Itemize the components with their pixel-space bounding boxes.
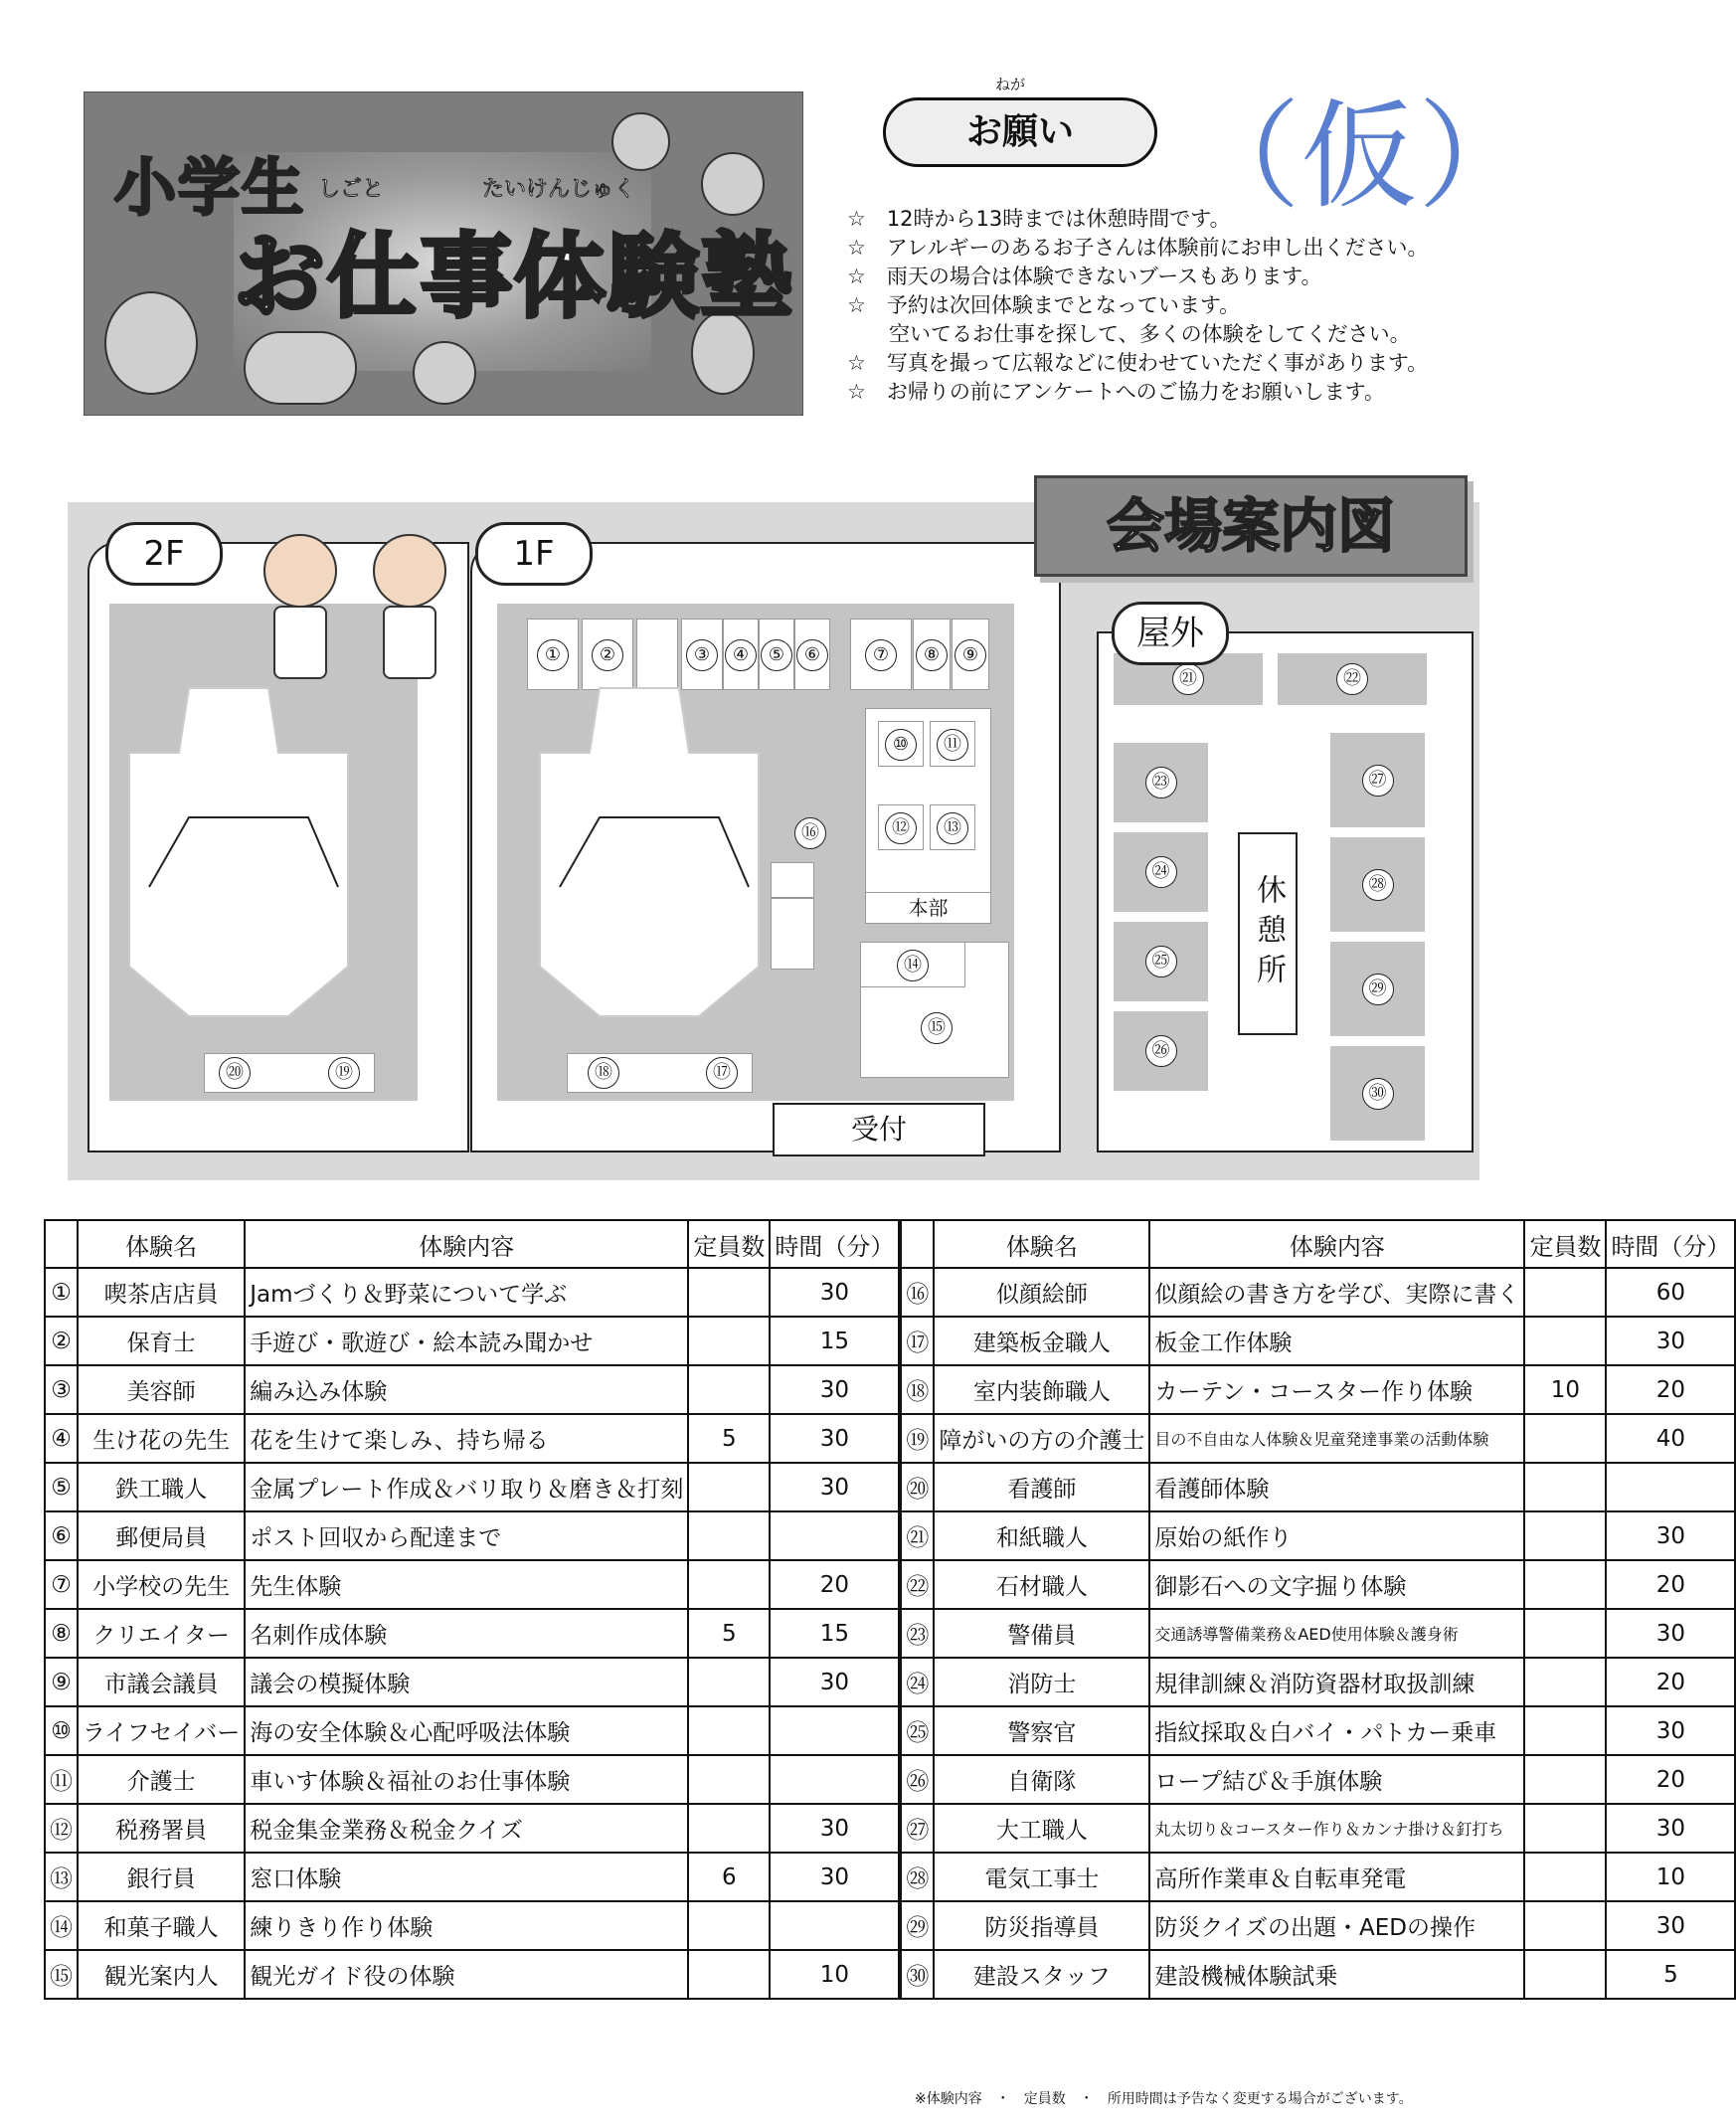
cell-time: 60: [1606, 1268, 1735, 1317]
booth-24: [1114, 832, 1208, 912]
booth-1: [527, 619, 579, 690]
cell-content: 名刺作成体験: [245, 1609, 688, 1658]
cell-time: [770, 1755, 900, 1804]
cell-num: ⑩: [45, 1706, 78, 1755]
cell-time: [1606, 1463, 1735, 1511]
booth-number: ⑫: [885, 812, 917, 844]
request-label: お願い: [965, 111, 1074, 152]
cell-name: 和菓子職人: [78, 1901, 245, 1950]
cell-content: 車いす体験＆福祉のお仕事体験: [245, 1755, 688, 1804]
oni-character-icon: [104, 291, 198, 395]
cell-content: 看護師体験: [1149, 1463, 1524, 1511]
cell-cap: [688, 1268, 770, 1317]
header-capacity: 定員数: [688, 1220, 770, 1268]
booth-20-19: [204, 1053, 375, 1093]
booth-number: ⑲: [328, 1057, 360, 1089]
note-item: ☆ 12時から13時までは休憩時間です。: [847, 207, 1231, 231]
footnote: ※体験内容 ・ 定員数 ・ 所用時間は予告なく変更する場合がございます。: [915, 2091, 1413, 2107]
cell-time: 30: [770, 1365, 900, 1414]
request-pill: [883, 76, 1157, 167]
cell-name: 消防士: [934, 1658, 1149, 1706]
cell-time: 20: [1606, 1560, 1735, 1609]
cell-num: ⑦: [45, 1560, 78, 1609]
cell-cap: [1524, 1901, 1606, 1950]
cell-num: ㉓: [900, 1609, 934, 1658]
cell-cap: 5: [688, 1414, 770, 1463]
cell-cap: [688, 1365, 770, 1414]
table-row: [45, 1414, 1735, 1463]
header-time: 時間（分）: [770, 1220, 900, 1268]
cell-cap: [688, 1804, 770, 1853]
booth-number: ⑪: [937, 729, 968, 761]
header-name: 体験名: [934, 1220, 1149, 1268]
map-title: 会場案内図: [1034, 475, 1468, 577]
honbu-area: [865, 708, 991, 894]
booth-23: [1114, 743, 1208, 822]
booth-11: [930, 721, 975, 767]
cell-time: 20: [1606, 1365, 1735, 1414]
cell-time: 30: [1606, 1511, 1735, 1560]
cell-name: 観光案内人: [78, 1950, 245, 1999]
cell-cap: [688, 1463, 770, 1511]
cell-content: 原始の紙作り: [1149, 1511, 1524, 1560]
cell-num: ㉙: [900, 1901, 934, 1950]
booth-2: [582, 619, 633, 690]
girl-body-icon: [383, 606, 436, 679]
cell-num: ⑯: [900, 1268, 934, 1317]
cell-cap: [1524, 1804, 1606, 1853]
booth-number: ⑭: [897, 950, 929, 981]
experience-table: [44, 1219, 1736, 2000]
table-row: [45, 1853, 1735, 1901]
cell-time: 20: [1606, 1755, 1735, 1804]
banner-title: お仕事体験塾: [234, 224, 795, 330]
booth-12: [878, 804, 924, 850]
table-row: [45, 1755, 1735, 1804]
table-header-row: [45, 1220, 1735, 1268]
cell-content: ポスト回収から配達まで: [245, 1511, 688, 1560]
rest-area: 休憩所: [1238, 832, 1298, 1035]
cell-content: 高所作業車＆自転車発電: [1149, 1853, 1524, 1901]
cell-name: 警察官: [934, 1706, 1149, 1755]
cell-time: 30: [770, 1853, 900, 1901]
header-blank: [900, 1220, 934, 1268]
booth-14-15: [860, 942, 1009, 1078]
cell-num: ⑭: [45, 1901, 78, 1950]
cell-cap: [1524, 1317, 1606, 1365]
booth-26: [1114, 1011, 1208, 1091]
cell-cap: [1524, 1268, 1606, 1317]
booth-number: ⑬: [937, 812, 968, 844]
cell-num: ㉕: [900, 1706, 934, 1755]
cell-num: ⑰: [900, 1317, 934, 1365]
cell-num: ⑧: [45, 1609, 78, 1658]
floor1-stage: [540, 688, 779, 1016]
cell-name: 建築板金職人: [934, 1317, 1149, 1365]
booth-6: [794, 619, 830, 690]
booth-5: [759, 619, 794, 690]
booth-number: ①: [537, 639, 569, 671]
reception-desk: 受付: [773, 1103, 985, 1156]
table-row: [45, 1609, 1735, 1658]
booth-16-annex: [771, 898, 814, 970]
honbu-label: 本部: [865, 892, 991, 924]
cell-content: 練りきり作り体験: [245, 1901, 688, 1950]
cell-num: ㉚: [900, 1950, 934, 1999]
waiter-figure-icon: [611, 112, 670, 171]
table-row: [45, 1950, 1735, 1999]
cell-cap: [1524, 1511, 1606, 1560]
cell-time: 10: [770, 1950, 900, 1999]
booth-number: ④: [725, 639, 757, 671]
cell-content: 窓口体験: [245, 1853, 688, 1901]
cell-name: 警備員: [934, 1609, 1149, 1658]
cell-cap: 5: [688, 1609, 770, 1658]
cell-content: 海の安全体験＆心配呼吸法体験: [245, 1706, 688, 1755]
header-content: 体験内容: [245, 1220, 688, 1268]
note-item: ☆ アレルギーのあるお子さんは体験前にお申し出ください。: [847, 236, 1429, 260]
girl-character-icon: [373, 534, 446, 608]
cell-time: 30: [1606, 1706, 1735, 1755]
provisional-mark: （仮）: [1183, 88, 1536, 225]
cell-num: ⑨: [45, 1658, 78, 1706]
cell-time: 30: [1606, 1901, 1735, 1950]
cell-time: 20: [770, 1560, 900, 1609]
cell-cap: [688, 1560, 770, 1609]
cell-num: ①: [45, 1268, 78, 1317]
cell-cap: [1524, 1853, 1606, 1901]
header-blank: [45, 1220, 78, 1268]
booth-number: ⑯: [794, 817, 826, 849]
cell-num: ⑲: [900, 1414, 934, 1463]
cell-cap: [688, 1658, 770, 1706]
booth-number: ⑳: [219, 1057, 251, 1089]
cell-name: 防災指導員: [934, 1901, 1149, 1950]
cell-time: 15: [770, 1609, 900, 1658]
booth-22: [1278, 653, 1427, 705]
cell-content: 目の不自由な人体験＆児童発達事業の活動体験: [1149, 1414, 1524, 1463]
cell-cap: [1524, 1463, 1606, 1511]
cell-name: クリエイター: [78, 1609, 245, 1658]
booth-number: ⑦: [865, 639, 897, 671]
booth-9: [952, 619, 989, 690]
cell-num: ㉘: [900, 1853, 934, 1901]
booth-28: [1330, 837, 1425, 932]
banner-ruby-shigoto: しごと: [318, 177, 385, 202]
cell-content: 金属プレート作成＆バリ取り＆磨き＆打刻: [245, 1463, 688, 1511]
booth-number: ㉔: [1145, 856, 1177, 888]
booth-25: [1114, 922, 1208, 1001]
booth-27: [1330, 733, 1425, 827]
cell-time: 30: [770, 1804, 900, 1853]
cell-time: 30: [1606, 1804, 1735, 1853]
cell-name: 電気工事士: [934, 1853, 1149, 1901]
cell-name: 室内装飾職人: [934, 1365, 1149, 1414]
cell-cap: [688, 1950, 770, 1999]
booth-number: ㉑: [1172, 663, 1204, 695]
cell-time: 30: [1606, 1317, 1735, 1365]
cell-content: 手遊び・歌遊び・絵本読み聞かせ: [245, 1317, 688, 1365]
cell-num: ⑥: [45, 1511, 78, 1560]
cell-name: 小学校の先生: [78, 1560, 245, 1609]
cell-time: 30: [770, 1658, 900, 1706]
booth-7: [850, 619, 912, 690]
cell-cap: [1524, 1658, 1606, 1706]
cell-num: ⑮: [45, 1950, 78, 1999]
floor1-label: 1F: [475, 522, 593, 586]
cell-content: カーテン・コースター作り体験: [1149, 1365, 1524, 1414]
booth-number: ㉗: [1362, 765, 1394, 797]
cell-time: 30: [770, 1414, 900, 1463]
cell-name: 看護師: [934, 1463, 1149, 1511]
header-content: 体験内容: [1149, 1220, 1524, 1268]
booth-number: ㉕: [1145, 946, 1177, 977]
booth-16: [771, 862, 814, 898]
motorcycle-icon: [244, 331, 357, 405]
table-row: [45, 1658, 1735, 1706]
booth-29: [1330, 942, 1425, 1036]
note-item: ☆ 予約は次回体験までとなっています。: [847, 293, 1241, 317]
cell-name: 似顔絵師: [934, 1268, 1149, 1317]
cell-time: 30: [1606, 1609, 1735, 1658]
cell-num: ⑳: [900, 1463, 934, 1511]
table-row: [45, 1268, 1735, 1317]
table-row: [45, 1365, 1735, 1414]
cell-name: 障がいの方の介護士: [934, 1414, 1149, 1463]
booth-number: ⑩: [885, 729, 917, 761]
booth-number: ㉖: [1145, 1035, 1177, 1067]
cell-cap: [688, 1755, 770, 1804]
cell-cap: [1524, 1414, 1606, 1463]
cell-time: [770, 1511, 900, 1560]
cell-cap: 10: [1524, 1365, 1606, 1414]
booth-8: [913, 619, 951, 690]
booth-number: ㉓: [1145, 767, 1177, 798]
cell-cap: [1524, 1706, 1606, 1755]
note-item: ☆ お帰りの前にアンケートへのご協力をお願いします。: [847, 380, 1385, 404]
floor2-stage: [129, 688, 398, 1016]
cell-name: 喫茶店店員: [78, 1268, 245, 1317]
booth-number: ⑱: [588, 1057, 619, 1089]
header-capacity: 定員数: [1524, 1220, 1606, 1268]
table-row: [45, 1511, 1735, 1560]
cell-num: ④: [45, 1414, 78, 1463]
cell-num: ⑪: [45, 1755, 78, 1804]
cell-name: ライフセイバー: [78, 1706, 245, 1755]
floor2-label: 2F: [105, 522, 223, 586]
cell-name: 郵便局員: [78, 1511, 245, 1560]
cell-name: 美容師: [78, 1365, 245, 1414]
cell-cap: [688, 1901, 770, 1950]
booth-number: ⑰: [706, 1057, 738, 1089]
cell-content: 指紋採取＆白バイ・パトカー乗車: [1149, 1706, 1524, 1755]
cell-time: 30: [770, 1463, 900, 1511]
cell-content: 花を生けて楽しみ、持ち帰る: [245, 1414, 688, 1463]
booth-number: ⑥: [796, 639, 828, 671]
cell-content: 観光ガイド役の体験: [245, 1950, 688, 1999]
banner-ruby-taikenjuku: たいけんじゅく: [482, 177, 636, 202]
title-banner: [84, 91, 803, 416]
booth-3: [681, 619, 723, 690]
cell-name: 建設スタッフ: [934, 1950, 1149, 1999]
booth-number: ⑮: [921, 1012, 953, 1044]
booth-number: ㉚: [1362, 1078, 1394, 1110]
cell-num: ②: [45, 1317, 78, 1365]
booth-number: ㉒: [1336, 663, 1368, 695]
floor2-panel: [87, 542, 469, 1153]
cell-name: 大工職人: [934, 1804, 1149, 1853]
cell-cap: [1524, 1755, 1606, 1804]
boy-body-icon: [273, 606, 327, 679]
cell-name: 生け花の先生: [78, 1414, 245, 1463]
cell-content: 税金集金業務＆税金クイズ: [245, 1804, 688, 1853]
cell-num: ㉖: [900, 1755, 934, 1804]
cell-time: 20: [1606, 1658, 1735, 1706]
booth-4: [723, 619, 759, 690]
cell-content: 規律訓練＆消防資器材取扱訓練: [1149, 1658, 1524, 1706]
cell-content: 交通誘導警備業務＆AED使用体験＆護身術: [1149, 1609, 1524, 1658]
booth-number: ㉙: [1362, 974, 1394, 1005]
table-row: [45, 1706, 1735, 1755]
cell-num: ㉔: [900, 1658, 934, 1706]
table-row: [45, 1560, 1735, 1609]
cell-name: 自衛隊: [934, 1755, 1149, 1804]
cell-name: 鉄工職人: [78, 1463, 245, 1511]
cell-content: 似顔絵の書き方を学び、実際に書く: [1149, 1268, 1524, 1317]
cell-cap: 6: [688, 1853, 770, 1901]
cell-num: ㉒: [900, 1560, 934, 1609]
cell-content: 防災クイズの出題・AEDの操作: [1149, 1901, 1524, 1950]
cell-name: 保育士: [78, 1317, 245, 1365]
cell-name: 税務署員: [78, 1804, 245, 1853]
note-item: 空いてるお仕事を探して、多くの体験をしてください。: [847, 322, 1411, 346]
booth-number: ②: [592, 639, 623, 671]
cell-num: ③: [45, 1365, 78, 1414]
booth-number: ⑧: [916, 639, 948, 671]
cell-time: 15: [770, 1317, 900, 1365]
cell-content: 建設機械体験試乗: [1149, 1950, 1524, 1999]
cell-num: ⑫: [45, 1804, 78, 1853]
outdoor-label: 屋外: [1112, 602, 1229, 665]
cell-cap: [688, 1317, 770, 1365]
cell-cap: [688, 1706, 770, 1755]
cell-num: ⑬: [45, 1853, 78, 1901]
note-item: ☆ 雨天の場合は体験できないブースもあります。: [847, 265, 1322, 288]
booth-blank: [636, 619, 678, 690]
table-row: [45, 1901, 1735, 1950]
cell-name: 市議会議員: [78, 1658, 245, 1706]
booth-30: [1330, 1046, 1425, 1141]
cell-num: ⑤: [45, 1463, 78, 1511]
booth-number: ⑨: [955, 639, 986, 671]
cell-cap: [1524, 1609, 1606, 1658]
table-row: [45, 1804, 1735, 1853]
note-item: ☆ 写真を撮って広報などに使わせていただく事があります。: [847, 351, 1429, 375]
booth-18-17: [567, 1053, 753, 1093]
cell-content: ロープ結び＆手旗体験: [1149, 1755, 1524, 1804]
cell-cap: [1524, 1560, 1606, 1609]
cell-content: 編み込み体験: [245, 1365, 688, 1414]
cell-content: 板金工作体験: [1149, 1317, 1524, 1365]
cell-content: 丸太切り＆コースター作り＆カンナ掛け＆釘打ち: [1149, 1804, 1524, 1853]
cell-time: 40: [1606, 1414, 1735, 1463]
request-notes: [847, 205, 1543, 407]
child-figure-icon: [413, 341, 476, 405]
outdoor-panel: [1097, 631, 1474, 1153]
booth-number: ㉘: [1362, 869, 1394, 901]
cell-name: 介護士: [78, 1755, 245, 1804]
cell-num: ㉗: [900, 1804, 934, 1853]
banner-line1: 小学生: [114, 151, 306, 224]
cell-time: [770, 1706, 900, 1755]
cell-name: 銀行員: [78, 1853, 245, 1901]
cell-cap: [1524, 1950, 1606, 1999]
booth-10: [878, 721, 924, 767]
cell-cap: [688, 1511, 770, 1560]
boy-character-icon: [263, 534, 337, 608]
cell-name: 石材職人: [934, 1560, 1149, 1609]
cell-name: 和紙職人: [934, 1511, 1149, 1560]
header-time: 時間（分）: [1606, 1220, 1735, 1268]
cell-num: ⑱: [900, 1365, 934, 1414]
cell-time: 10: [1606, 1853, 1735, 1901]
table-row: [45, 1463, 1735, 1511]
request-ruby: ねが: [995, 76, 1026, 93]
cell-content: 議会の模擬体験: [245, 1658, 688, 1706]
booth-13: [930, 804, 975, 850]
header-name: 体験名: [78, 1220, 245, 1268]
cell-time: 5: [1606, 1950, 1735, 1999]
cell-content: 御影石への文字掘り体験: [1149, 1560, 1524, 1609]
booth-number: ③: [686, 639, 718, 671]
table-row: [45, 1317, 1735, 1365]
cell-content: Jamづくり＆野菜について学ぶ: [245, 1268, 688, 1317]
venue-map: [68, 492, 1479, 1180]
cell-content: 先生体験: [245, 1560, 688, 1609]
cell-num: ㉑: [900, 1511, 934, 1560]
cell-time: 30: [770, 1268, 900, 1317]
booth-number: ⑤: [761, 639, 792, 671]
floor1-panel: [470, 542, 1061, 1153]
cell-time: [770, 1901, 900, 1950]
